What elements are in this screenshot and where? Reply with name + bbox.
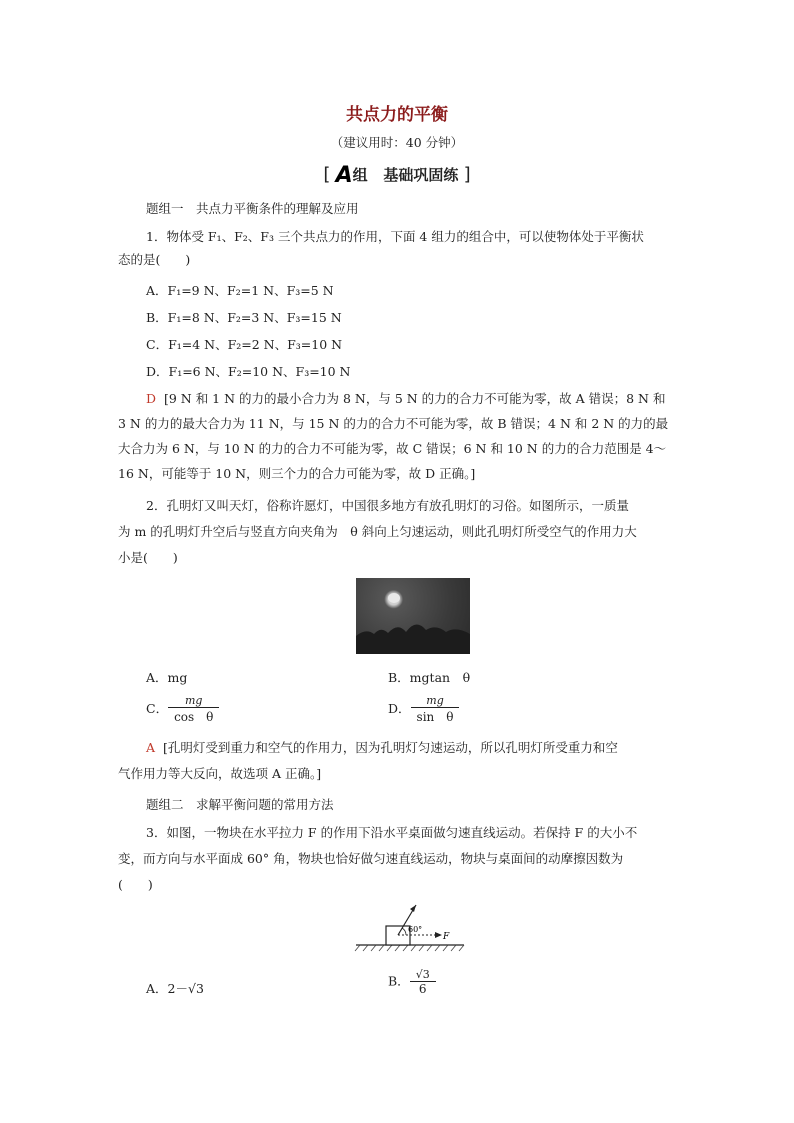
q2-option-c: C． $\frac{mg}{\text{cos θ}}$ [146,694,219,725]
q2-explanation-line2: 气作用力等大反向，故选项 A 正确。] [118,766,322,781]
group-heading: [ A组 基础巩固练 ] [323,163,471,188]
force-label: F [443,932,450,942]
q2-explanation-line1: A [孔明灯受到重力和空气的作用力，因为孔明灯匀速运动，所以孔明灯所受重力和空 [146,740,618,755]
q3-option-b-fraction: $\frac{√3}{6}$ [410,968,436,996]
q2-option-d-fraction: $\frac{mg}{\text{sin θ}}$ [411,694,460,725]
q1-explanation-line1: D [9 N 和 1 N 的力的最小合力为 8 N，与 5 N 的力的合力不可能为零，故 A 错误；8 N 和 [146,391,666,406]
q1-answer-letter: D [146,391,157,406]
q2-stem-line2: 为 m 的孔明灯升空后与竖直方向夹角为 θ 斜向上匀速运动，则此孔明灯所受空气的作用力大 [118,524,637,539]
q2-option-a: A．mg [146,670,188,685]
ground-hatching [355,945,464,951]
q1-option-c: C．F₁=4 N、F₂=2 N、F₃=10 N [146,337,343,352]
group-letter: A [335,163,353,188]
topic-1: 题组一 共点力平衡条件的理解及应用 [146,201,359,216]
q3-option-b: B． $\frac{√3}{6}$ [388,968,436,996]
q2-option-c-fraction: $\frac{mg}{\text{cos θ}}$ [168,694,219,725]
block-force-diagram [350,893,470,955]
lantern-silhouettes [356,578,470,654]
q1-explanation-line4: 16 N，可能等于 10 N，则三个力的合力可能为零，故 D 正确。] [118,466,476,481]
q1-explanation-line2: 3 N 的力的最大合力为 11 N，与 15 N 的力的合力不可能为零，故 B 错误；4 N 和 2 N 的力的最 [118,416,669,431]
topic-2: 题组二 求解平衡问题的常用方法 [146,797,334,812]
angle-label: 60° [408,925,423,934]
q1-explanation-line3: 大合力为 6 N，与 10 N 的力的合力不可能为零，故 C 错误；6 N 和 10 N 的力的合力范围是 4～ [118,441,667,456]
q3-stem-line3: ( ) [118,877,153,892]
group-suffix: 组 [352,166,368,184]
q3-stem-line2: 变，而方向与水平面成 60° 角，物块也恰好做匀速直线运动，物块与桌面间的动摩擦因数为 [118,851,624,866]
q2-stem-line3: 小是( ) [118,550,178,565]
q1-option-d: D．F₁=6 N、F₂=10 N、F₃=10 N [146,364,351,379]
q2-answer-letter: A [146,740,156,755]
q2-stem-line1: 2．孔明灯又叫天灯，俗称许愿灯，中国很多地方有放孔明灯的习俗。如图所示，一质量 [146,498,629,513]
q2-option-b: B．mgtan θ [388,670,471,685]
group-name: 基础巩固练 [383,166,459,184]
q2-option-d: D． $\frac{mg}{\text{sin θ}}$ [388,694,459,725]
q1-option-b: B．F₁=8 N、F₂=3 N、F₃=15 N [146,310,342,325]
q1-stem-line1: 1．物体受 F₁、F₂、F₃ 三个共点力的作用，下面 4 组力的组合中，可以使物体处于平衡状 [146,229,644,244]
suggested-time: （建议用时：40 分钟） [330,135,464,150]
page-title: 共点力的平衡 [346,105,448,125]
q1-stem-line2: 态的是( ) [118,252,191,267]
sky-lantern-photo [356,578,470,654]
q1-option-a: A．F₁=9 N、F₂=1 N、F₃=5 N [146,283,334,298]
q3-option-a: A．2－√3 [146,981,204,996]
q3-stem-line1: 3．如图，一物块在水平拉力 F 的作用下沿水平桌面做匀速直线运动。若保持 F 的大小不 [146,825,638,840]
